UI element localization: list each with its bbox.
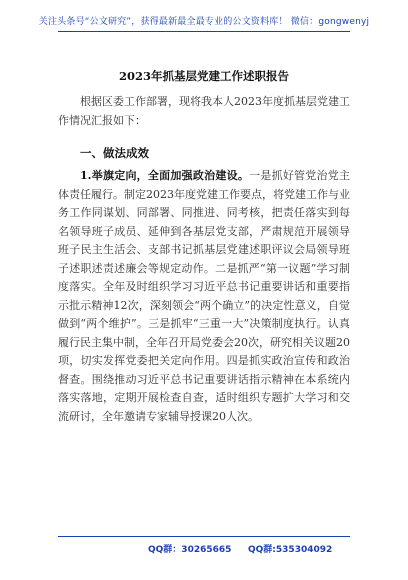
header-divider	[58, 31, 350, 32]
footer-divider	[58, 536, 350, 537]
paragraph-lead: 1.举旗定向，全面加强政治建设。	[80, 169, 250, 182]
footer-qq-group-2: QQ群:535304092	[248, 545, 333, 555]
footer-qq-group-1: QQ群：30265665	[148, 545, 232, 555]
paragraph-body: 一是抓好管党治党主体责任履行。制定2023年度党建工作要点，将党建工作与业务工作同谋划、同部署、同推进、同考核，把责任落实到每名领导班子成员、延伸到各基层党支部，严肃规范开展领导班子民主生活会、支部书记抓基层党建述职评议会局领导班子述职述责述廉会等规定动作。二是抓严“第一议题”学习制度落实。全年及时组织学习习近平总书记重要讲话和重要指示批示精神12次，深刻领会“两个确立”的决定性意义，自觉做到“两个维护”。三是抓牢“三重一大”决策制度执行。认真履行民主集中制，全年召开局党委会20次，研究相关议题20项，切实发挥党委把关定向作用。四是抓实政治宣传和政治督查。围绕推动习近平总书记重要讲话指示精神在本系统内落实落地，定期开展检查自查，适时组织专题扩大学习和交流研讨，全年邀请专家辅导授课20人次。	[58, 169, 351, 423]
header-promo-text: 关注头条号“公文研究”，获得最新最全最专业的公文资料库！ 微信：gongwenyj	[38, 17, 370, 27]
body-paragraph	[58, 167, 350, 426]
intro-paragraph: 根据区委工作部署，现将我本人2023年度抓基层党建工作情况汇报如下：	[58, 95, 350, 127]
document-title: 2023年抓基层党建工作述职报告	[118, 69, 289, 83]
section-heading: 一、做法成效	[80, 146, 149, 160]
